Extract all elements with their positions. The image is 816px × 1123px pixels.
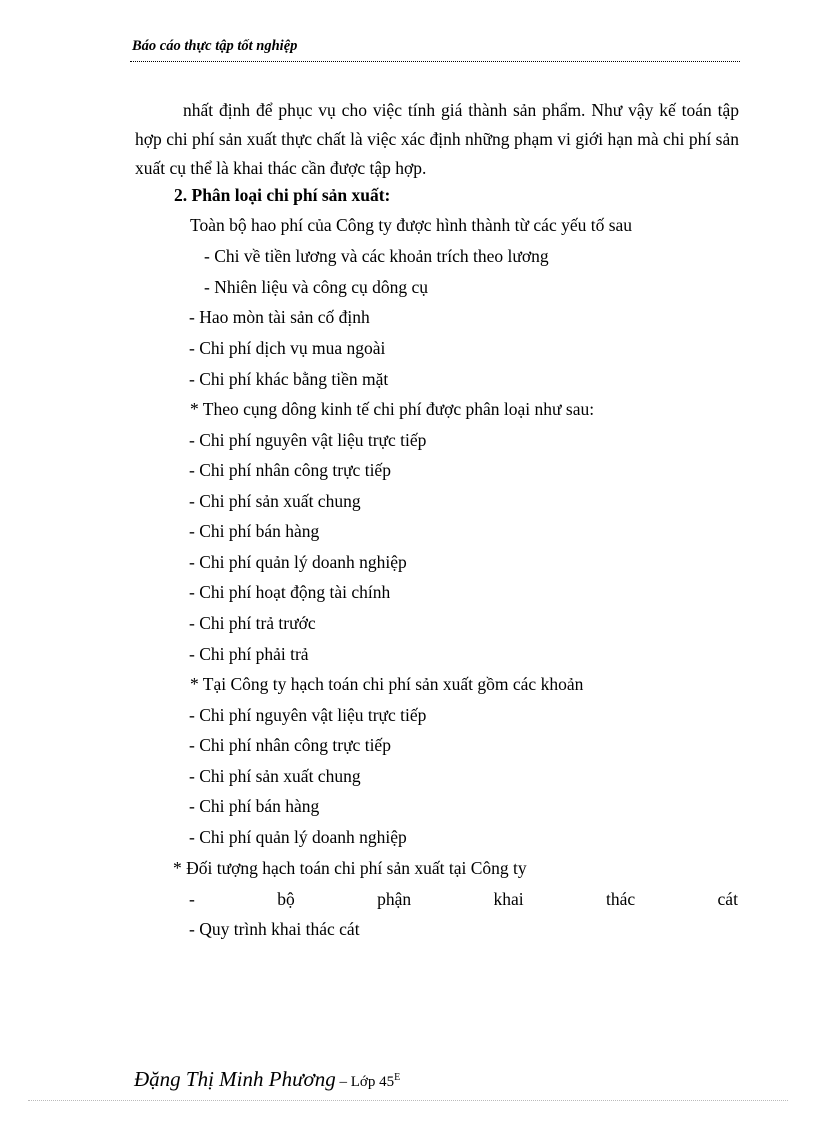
section-heading: 2. Phân loại chi phí sản xuất: bbox=[174, 185, 391, 205]
content-line: - Chi phí nguyên vật liệu trực tiếp bbox=[189, 430, 427, 450]
header-divider bbox=[130, 61, 740, 62]
content-line: Toàn bộ hao phí của Công ty được hình thành từ các yếu tố sau bbox=[190, 215, 633, 235]
content-line: * Đối tượng hạch toán chi phí sản xuất tại Công ty bbox=[173, 858, 527, 878]
content-line: - Nhiên liệu và công cụ dông cụ bbox=[204, 277, 429, 297]
intro-paragraph-text: nhất định để phục vụ cho việc tính giá thành sản phẩm. Như vậy kế toán tập hợp chi phí sản xuất thực chất là việc xác định những phạm vi giới hạn mà chi phí sản xuất cụ thể là khai thác cần được tập hợp. bbox=[135, 100, 739, 178]
footer-class-label: – Lớp 45 bbox=[335, 1074, 395, 1090]
justified-word: thác bbox=[606, 889, 636, 909]
page-footer bbox=[134, 1067, 400, 1092]
content-line: - Chi phí sản xuất chung bbox=[189, 491, 361, 511]
footer-class bbox=[336, 1074, 400, 1090]
content-line: - Hao mòn tài sản cố định bbox=[189, 307, 370, 327]
content-line: - Quy trình khai thác cát bbox=[189, 919, 360, 939]
justified-word: - bbox=[189, 889, 195, 909]
justified-word: bộ bbox=[277, 889, 295, 909]
page-header-title: Báo cáo thực tập tốt nghiệp bbox=[132, 38, 298, 54]
content-line: - Chi về tiền lương và các khoản trích theo lương bbox=[204, 246, 549, 266]
content-line: - Chi phí sản xuất chung bbox=[189, 766, 361, 786]
content-line: - Chi phí bán hàng bbox=[189, 796, 320, 816]
content-line: - Chi phí dịch vụ mua ngoài bbox=[189, 338, 386, 358]
content-line: - Chi phí nhân công trực tiếp bbox=[189, 735, 391, 755]
content-line: - Chi phí nhân công trực tiếp bbox=[189, 460, 391, 480]
content-line: - Chi phí trả trước bbox=[189, 613, 316, 633]
content-line: - Chi phí bán hàng bbox=[189, 521, 320, 541]
footer-divider bbox=[28, 1100, 788, 1101]
content-line: - Chi phí quản lý doanh nghiệp bbox=[189, 552, 407, 572]
content-line: * Tại Công ty hạch toán chi phí sản xuất gồm các khoản bbox=[190, 674, 584, 694]
content-line: - Chi phí quản lý doanh nghiệp bbox=[189, 827, 407, 847]
content-line: * Theo cụng dông kinh tế chi phí được phân loại như sau: bbox=[190, 399, 595, 419]
justified-word: cát bbox=[717, 889, 738, 909]
intro-paragraph bbox=[135, 96, 739, 183]
content-line: - Chi phí khác bằng tiền mặt bbox=[189, 369, 389, 389]
justified-line bbox=[189, 889, 738, 909]
footer-author: Đặng Thị Minh Phương bbox=[134, 1067, 336, 1091]
content-line: - Chi phí phải trả bbox=[189, 644, 309, 664]
footer-class-suffix: E bbox=[394, 1072, 401, 1083]
content-line: - Chi phí nguyên vật liệu trực tiếp bbox=[189, 705, 427, 725]
justified-word: khai bbox=[493, 889, 524, 909]
justified-word: phận bbox=[377, 889, 412, 909]
content-line: - Chi phí hoạt động tài chính bbox=[189, 582, 391, 602]
